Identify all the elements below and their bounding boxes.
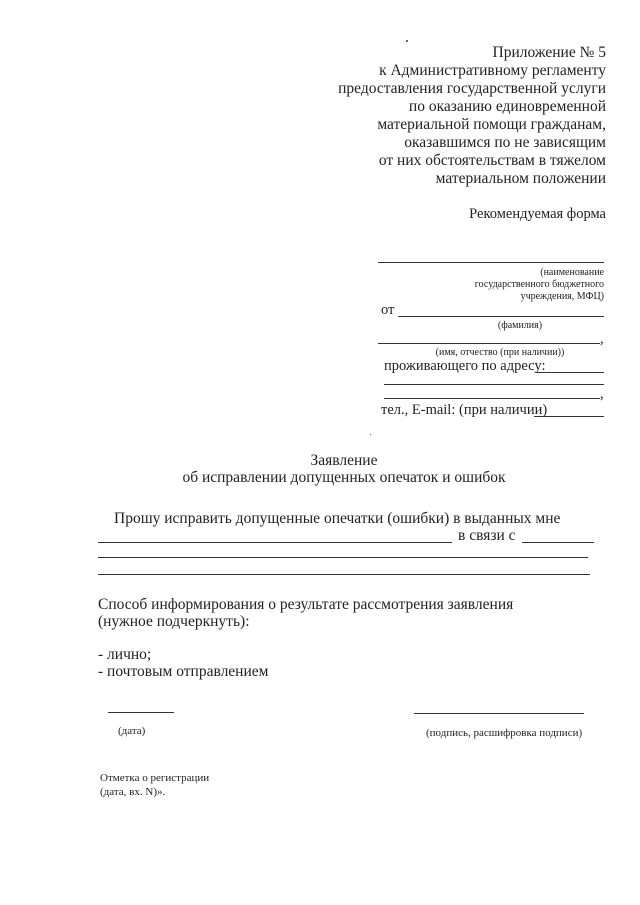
registration-line-2: (дата, вх. N)». bbox=[100, 786, 166, 798]
caption-line: государственного бюджетного bbox=[474, 279, 604, 290]
surname-line[interactable] bbox=[398, 316, 604, 317]
statement-subheading: об исправлении допущенных опечаток и ошибок bbox=[182, 469, 506, 486]
reason-line-2[interactable] bbox=[98, 557, 588, 558]
address-line-1[interactable] bbox=[536, 372, 604, 373]
from-label: от bbox=[381, 302, 395, 318]
appendix-line: материальном положении bbox=[435, 170, 606, 187]
address-comma: , bbox=[600, 386, 604, 402]
request-text: Прошу исправить допущенные опечатки (ошибки) в выданных мне bbox=[114, 510, 561, 527]
contact-label: тел., E-mail: (при наличии) bbox=[381, 402, 548, 418]
name-caption: (имя, отчество (при наличии)) bbox=[435, 347, 565, 358]
reason-line-1[interactable] bbox=[522, 542, 594, 543]
appendix-line: предоставления государственной услуги bbox=[338, 80, 606, 97]
option-in-person[interactable]: - лично; bbox=[98, 646, 152, 663]
appendix-line: материальной помощи гражданам, bbox=[377, 116, 606, 133]
appendix-block bbox=[246, 44, 606, 188]
surname-caption: (фамилия) bbox=[497, 320, 543, 331]
scan-speck bbox=[406, 40, 408, 42]
name-comma: , bbox=[600, 331, 604, 347]
option-by-mail[interactable]: - почтовым отправлением bbox=[98, 663, 269, 680]
date-line[interactable] bbox=[108, 712, 174, 713]
appendix-line: оказавшимся по не зависящим bbox=[404, 134, 606, 151]
notification-heading-1: Способ информирования о результате рассмотрения заявления bbox=[98, 596, 514, 613]
document-line[interactable] bbox=[98, 542, 452, 543]
caption-line: (наименование bbox=[540, 267, 604, 278]
institution-line[interactable] bbox=[378, 262, 604, 263]
address-line-3[interactable] bbox=[384, 398, 600, 399]
statement-heading: Заявление bbox=[310, 452, 378, 469]
address-line-2[interactable] bbox=[384, 384, 604, 385]
reason-line-3[interactable] bbox=[98, 574, 590, 575]
notification-heading-2: (нужное подчеркнуть): bbox=[98, 613, 250, 630]
signature-caption: (подпись, расшифровка подписи) bbox=[426, 727, 583, 739]
signature-line[interactable] bbox=[414, 713, 584, 714]
appendix-line: от них обстоятельствам в тяжелом bbox=[378, 152, 606, 169]
institution-caption bbox=[384, 267, 604, 303]
appendix-line: Приложение № 5 bbox=[492, 44, 606, 61]
recommended-form-label: Рекомендуемая форма bbox=[469, 206, 606, 222]
caption-line: учреждения, МФЦ) bbox=[520, 291, 604, 302]
appendix-line: к Административному регламенту bbox=[379, 62, 606, 79]
appendix-line: по оказанию единовременной bbox=[408, 98, 606, 115]
name-line[interactable] bbox=[378, 343, 600, 344]
contact-line[interactable] bbox=[534, 416, 604, 417]
address-label: проживающего по адресу: bbox=[384, 358, 546, 374]
registration-line-1: Отметка о регистрации bbox=[100, 772, 210, 784]
reason-label: в связи с bbox=[458, 527, 516, 544]
scan-speck bbox=[370, 434, 371, 435]
date-caption: (дата) bbox=[118, 725, 146, 737]
